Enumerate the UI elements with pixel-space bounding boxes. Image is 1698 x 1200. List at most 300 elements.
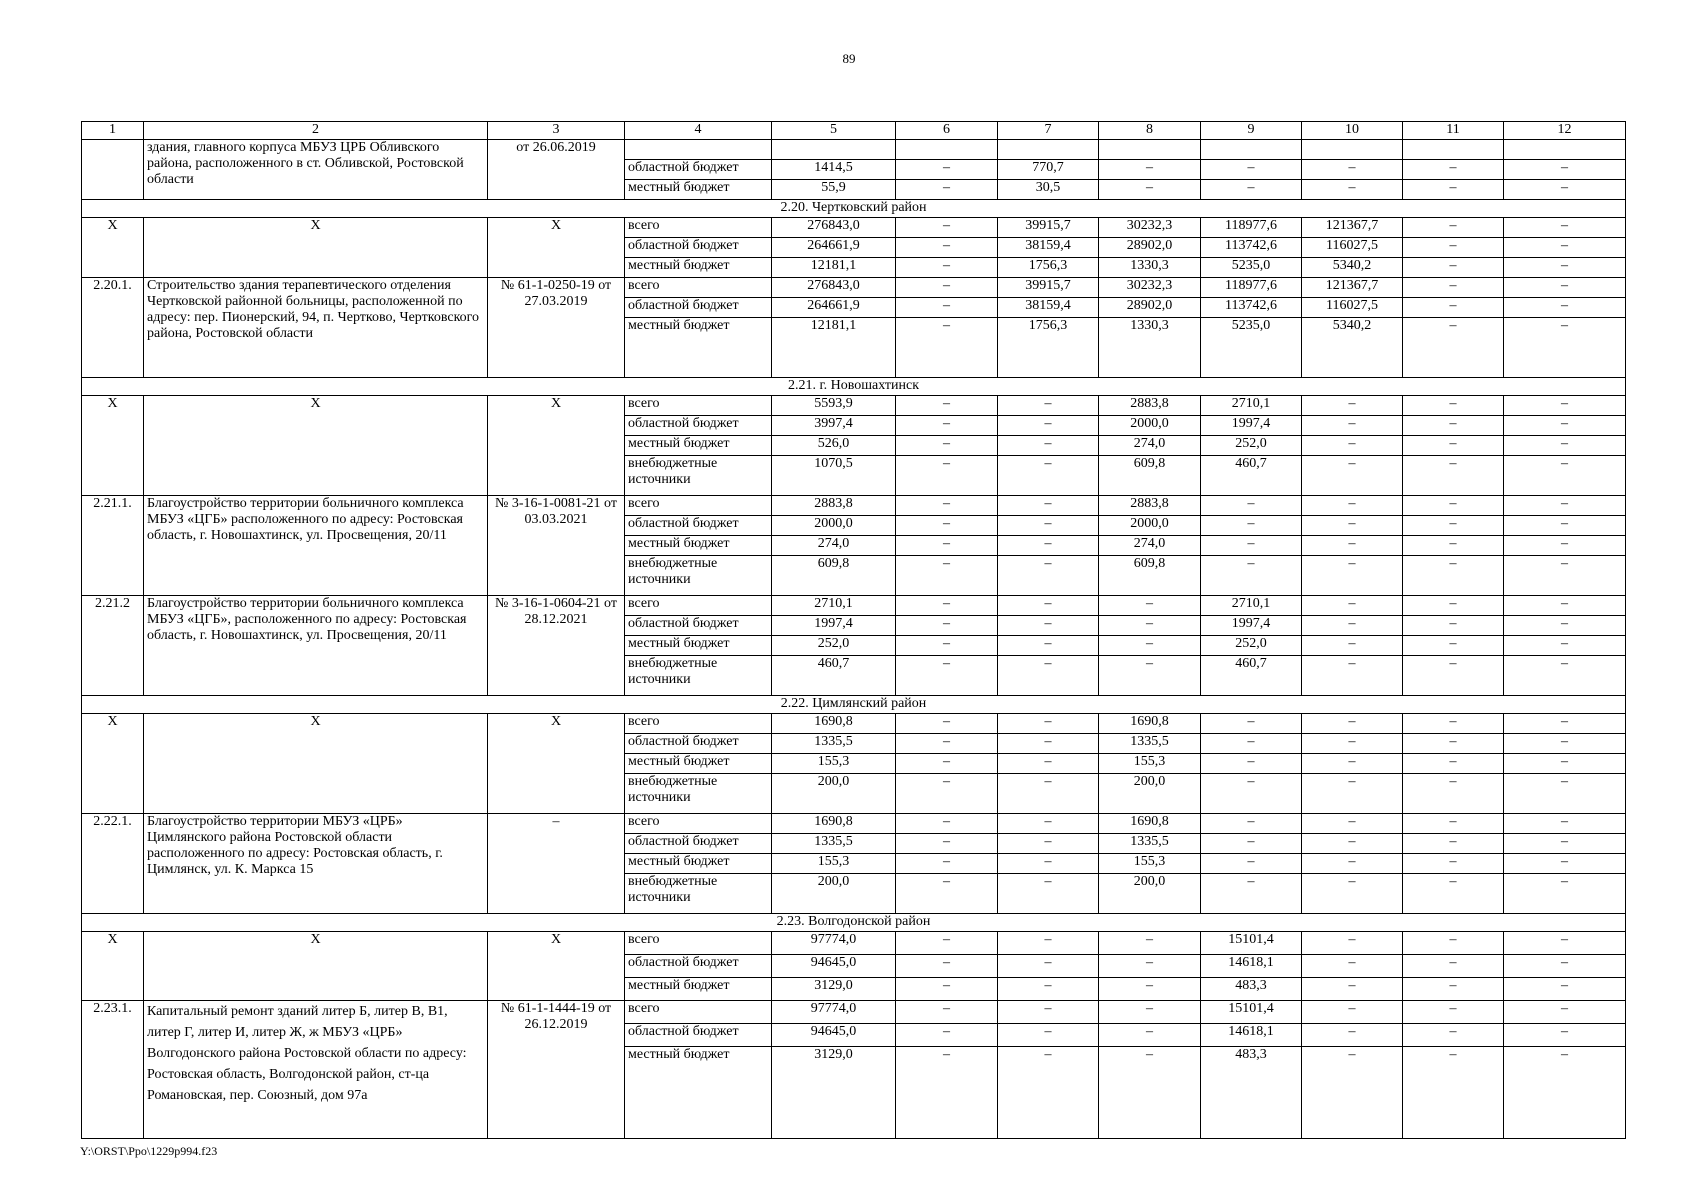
- section-row: [82, 200, 1626, 218]
- value-cell: –: [1099, 978, 1201, 1001]
- item-number-cell: X: [82, 396, 144, 496]
- section-title: 2.22. Цимлянский район: [82, 696, 1626, 714]
- value-cell: 1690,8: [1099, 714, 1201, 734]
- table-row: [82, 278, 1626, 298]
- value-cell: 609,8: [1099, 556, 1201, 596]
- value-cell: –: [1504, 1024, 1626, 1047]
- value-cell: 3129,0: [772, 978, 896, 1001]
- value-cell: –: [896, 1024, 998, 1047]
- value-cell: –: [1099, 656, 1201, 696]
- value-cell: –: [896, 854, 998, 874]
- value-cell: –: [1403, 238, 1504, 258]
- value-cell: 252,0: [1201, 436, 1302, 456]
- value-cell: –: [896, 1047, 998, 1139]
- value-cell: –: [1302, 714, 1403, 734]
- value-cell: 1335,5: [1099, 834, 1201, 854]
- item-number-cell: 2.21.1.: [82, 496, 144, 596]
- value-cell: –: [1201, 714, 1302, 734]
- column-number-cell: 6: [896, 122, 998, 140]
- value-cell: –: [1302, 834, 1403, 854]
- value-cell: –: [1099, 932, 1201, 955]
- value-cell: 2710,1: [1201, 396, 1302, 416]
- value-cell: –: [1099, 1047, 1201, 1139]
- table-row: [82, 140, 1626, 160]
- value-cell: 38159,4: [998, 238, 1099, 258]
- item-number-cell: X: [82, 932, 144, 1001]
- value-cell: 94645,0: [772, 1024, 896, 1047]
- value-cell: –: [1201, 556, 1302, 596]
- value-cell: 609,8: [772, 556, 896, 596]
- value-cell: 118977,6: [1201, 278, 1302, 298]
- table-row: [82, 714, 1626, 734]
- value-cell: –: [1302, 596, 1403, 616]
- value-cell: 1335,5: [1099, 734, 1201, 754]
- document-ref-cell: № 3-16-1-0604-21 от 28.12.2021: [488, 596, 625, 696]
- value-cell: –: [998, 874, 1099, 914]
- funding-source-cell: внебюджетные источники: [625, 774, 772, 814]
- value-cell: –: [1302, 754, 1403, 774]
- section-title: 2.23. Волгодонской район: [82, 914, 1626, 932]
- value-cell: –: [896, 636, 998, 656]
- value-cell: 2000,0: [1099, 516, 1201, 536]
- funding-source-cell: внебюджетные источники: [625, 456, 772, 496]
- funding-source-cell: местный бюджет: [625, 436, 772, 456]
- value-cell: –: [896, 456, 998, 496]
- value-cell: 12181,1: [772, 258, 896, 278]
- value-cell: 1756,3: [998, 318, 1099, 378]
- value-cell: 252,0: [1201, 636, 1302, 656]
- document-ref-cell: X: [488, 396, 625, 496]
- value-cell: 276843,0: [772, 278, 896, 298]
- value-cell: –: [1201, 734, 1302, 754]
- value-cell: 155,3: [772, 854, 896, 874]
- value-cell: 15101,4: [1201, 1001, 1302, 1024]
- value-cell: 264661,9: [772, 298, 896, 318]
- value-cell: –: [1504, 536, 1626, 556]
- value-cell: –: [998, 456, 1099, 496]
- funding-source-cell: всего: [625, 218, 772, 238]
- funding-source-cell: областной бюджет: [625, 834, 772, 854]
- value-cell: –: [998, 556, 1099, 596]
- value-cell: 155,3: [1099, 854, 1201, 874]
- value-cell: –: [998, 955, 1099, 978]
- value-cell: –: [1099, 1024, 1201, 1047]
- funding-source-cell: областной бюджет: [625, 238, 772, 258]
- value-cell: –: [896, 218, 998, 238]
- value-cell: –: [896, 616, 998, 636]
- value-cell: 30232,3: [1099, 218, 1201, 238]
- value-cell: 38159,4: [998, 298, 1099, 318]
- value-cell: 30,5: [998, 180, 1099, 200]
- table-row: [82, 396, 1626, 416]
- funding-source-cell: всего: [625, 932, 772, 955]
- value-cell: 460,7: [772, 656, 896, 696]
- document-ref-cell: № 3-16-1-0081-21 от 03.03.2021: [488, 496, 625, 596]
- value-cell: –: [1403, 1047, 1504, 1139]
- value-cell: 2883,8: [772, 496, 896, 516]
- funding-source-cell: местный бюджет: [625, 536, 772, 556]
- value-cell: –: [1302, 436, 1403, 456]
- document-ref-cell: от 26.06.2019: [488, 140, 625, 200]
- value-cell: –: [1302, 396, 1403, 416]
- item-description-cell: X: [144, 396, 488, 496]
- file-path-footer: Y:\ORST\Ppo\1229p994.f23: [80, 1144, 218, 1158]
- value-cell: 2710,1: [1201, 596, 1302, 616]
- value-cell: –: [1403, 496, 1504, 516]
- value-cell: –: [1302, 656, 1403, 696]
- value-cell: 5340,2: [1302, 318, 1403, 378]
- value-cell: 264661,9: [772, 238, 896, 258]
- value-cell: –: [1504, 318, 1626, 378]
- value-cell: –: [1504, 1001, 1626, 1024]
- value-cell: –: [1403, 754, 1504, 774]
- value-cell: –: [1201, 874, 1302, 914]
- value-cell: –: [1504, 278, 1626, 298]
- value-cell: 2710,1: [772, 596, 896, 616]
- value-cell: 3997,4: [772, 416, 896, 436]
- value-cell: –: [1403, 456, 1504, 496]
- value-cell: 1997,4: [772, 616, 896, 636]
- value-cell: 12181,1: [772, 318, 896, 378]
- value-cell: –: [998, 734, 1099, 754]
- column-number-cell: 11: [1403, 122, 1504, 140]
- value-cell: –: [1504, 180, 1626, 200]
- value-cell: 97774,0: [772, 932, 896, 955]
- document-ref-cell: № 61-1-0250-19 от 27.03.2019: [488, 278, 625, 378]
- column-number-row: [82, 122, 1626, 140]
- funding-source-cell: областной бюджет: [625, 955, 772, 978]
- item-number-cell: [82, 140, 144, 200]
- value-cell: –: [1403, 854, 1504, 874]
- value-cell: 274,0: [1099, 436, 1201, 456]
- funding-source-cell: местный бюджет: [625, 180, 772, 200]
- funding-source-cell: местный бюджет: [625, 978, 772, 1001]
- value-cell: –: [998, 496, 1099, 516]
- value-cell: –: [1201, 774, 1302, 814]
- value-cell: –: [1403, 616, 1504, 636]
- funding-source-cell: всего: [625, 596, 772, 616]
- section-row: [82, 914, 1626, 932]
- value-cell: –: [1201, 536, 1302, 556]
- value-cell: –: [998, 854, 1099, 874]
- value-cell: –: [896, 656, 998, 696]
- funding-source-cell: внебюджетные источники: [625, 656, 772, 696]
- value-cell: –: [896, 536, 998, 556]
- value-cell: –: [896, 834, 998, 854]
- value-cell: 3129,0: [772, 1047, 896, 1139]
- funding-source-cell: местный бюджет: [625, 318, 772, 378]
- value-cell: –: [1403, 160, 1504, 180]
- funding-source-cell: [625, 140, 772, 160]
- value-cell: –: [1504, 734, 1626, 754]
- value-cell: –: [1302, 932, 1403, 955]
- value-cell: –: [1504, 1047, 1626, 1139]
- value-cell: –: [1504, 754, 1626, 774]
- value-cell: –: [1099, 596, 1201, 616]
- value-cell: 1997,4: [1201, 416, 1302, 436]
- table-row: [82, 932, 1626, 955]
- funding-source-cell: областной бюджет: [625, 616, 772, 636]
- value-cell: 155,3: [1099, 754, 1201, 774]
- value-cell: –: [1302, 160, 1403, 180]
- value-cell: –: [896, 955, 998, 978]
- value-cell: 1690,8: [772, 714, 896, 734]
- value-cell: –: [1504, 932, 1626, 955]
- budget-table: [81, 121, 1626, 1139]
- value-cell: 39915,7: [998, 278, 1099, 298]
- section-title: 2.21. г. Новошахтинск: [82, 378, 1626, 396]
- value-cell: 1756,3: [998, 258, 1099, 278]
- funding-source-cell: областной бюджет: [625, 160, 772, 180]
- value-cell: –: [1201, 160, 1302, 180]
- value-cell: 113742,6: [1201, 298, 1302, 318]
- value-cell: –: [1504, 596, 1626, 616]
- value-cell: 121367,7: [1302, 218, 1403, 238]
- value-cell: –: [1403, 298, 1504, 318]
- value-cell: –: [1302, 1001, 1403, 1024]
- value-cell: –: [1504, 238, 1626, 258]
- value-cell: –: [896, 416, 998, 436]
- value-cell: –: [1302, 416, 1403, 436]
- funding-source-cell: областной бюджет: [625, 416, 772, 436]
- funding-source-cell: всего: [625, 396, 772, 416]
- item-number-cell: 2.20.1.: [82, 278, 144, 378]
- value-cell: 2000,0: [1099, 416, 1201, 436]
- column-number-cell: 7: [998, 122, 1099, 140]
- value-cell: –: [998, 596, 1099, 616]
- value-cell: –: [1504, 636, 1626, 656]
- value-cell: –: [998, 416, 1099, 436]
- value-cell: –: [998, 754, 1099, 774]
- value-cell: –: [998, 516, 1099, 536]
- item-description-cell: Благоустройство территории МБУЗ «ЦРБ» Цимлянского района Ростовской области расположенного по адресу: Ростовская область, г. Цимлянск, ул. К. Маркса 15: [144, 814, 488, 914]
- value-cell: 1690,8: [772, 814, 896, 834]
- item-description-cell: здания, главного корпуса МБУЗ ЦРБ Обливского района, расположенного в ст. Обливской, Ростовской области: [144, 140, 488, 200]
- funding-source-cell: всего: [625, 496, 772, 516]
- item-number-cell: X: [82, 218, 144, 278]
- value-cell: –: [1099, 180, 1201, 200]
- value-cell: –: [896, 496, 998, 516]
- column-number-cell: 2: [144, 122, 488, 140]
- value-cell: –: [1403, 978, 1504, 1001]
- value-cell: –: [1403, 516, 1504, 536]
- value-cell: 274,0: [1099, 536, 1201, 556]
- funding-source-cell: местный бюджет: [625, 258, 772, 278]
- value-cell: –: [1403, 596, 1504, 616]
- value-cell: –: [1403, 874, 1504, 914]
- value-cell: 1070,5: [772, 456, 896, 496]
- value-cell: –: [998, 536, 1099, 556]
- value-cell: –: [1302, 636, 1403, 656]
- value-cell: 116027,5: [1302, 238, 1403, 258]
- value-cell: –: [896, 180, 998, 200]
- value-cell: 252,0: [772, 636, 896, 656]
- value-cell: –: [998, 978, 1099, 1001]
- value-cell: –: [1302, 774, 1403, 814]
- value-cell: 5593,9: [772, 396, 896, 416]
- value-cell: 1690,8: [1099, 814, 1201, 834]
- item-description-cell: X: [144, 218, 488, 278]
- value-cell: –: [1504, 616, 1626, 636]
- value-cell: –: [1201, 516, 1302, 536]
- value-cell: 55,9: [772, 180, 896, 200]
- funding-source-cell: местный бюджет: [625, 754, 772, 774]
- value-cell: –: [1302, 1024, 1403, 1047]
- item-number-cell: X: [82, 714, 144, 814]
- value-cell: 94645,0: [772, 955, 896, 978]
- funding-source-cell: местный бюджет: [625, 854, 772, 874]
- value-cell: –: [896, 1001, 998, 1024]
- value-cell: –: [1403, 396, 1504, 416]
- value-cell: 30232,3: [1099, 278, 1201, 298]
- document-ref-cell: X: [488, 714, 625, 814]
- value-cell: 1335,5: [772, 834, 896, 854]
- funding-source-cell: всего: [625, 714, 772, 734]
- section-row: [82, 378, 1626, 396]
- value-cell: –: [1403, 814, 1504, 834]
- value-cell: –: [896, 596, 998, 616]
- value-cell: –: [998, 1047, 1099, 1139]
- value-cell: –: [1201, 496, 1302, 516]
- value-cell: 97774,0: [772, 1001, 896, 1024]
- value-cell: 460,7: [1201, 456, 1302, 496]
- value-cell: –: [1302, 616, 1403, 636]
- value-cell: –: [1201, 754, 1302, 774]
- item-description-cell: Благоустройство территории больничного комплекса МБУЗ «ЦГБ» расположенного по адресу: Ростовская область, г. Новошахтинск, ул. Просвещения, 20/11: [144, 496, 488, 596]
- value-cell: –: [896, 754, 998, 774]
- value-cell: 28902,0: [1099, 238, 1201, 258]
- value-cell: –: [1403, 436, 1504, 456]
- value-cell: 276843,0: [772, 218, 896, 238]
- value-cell: –: [896, 258, 998, 278]
- value-cell: –: [896, 160, 998, 180]
- value-cell: 5340,2: [1302, 258, 1403, 278]
- funding-source-cell: областной бюджет: [625, 734, 772, 754]
- value-cell: –: [1504, 496, 1626, 516]
- funding-source-cell: местный бюджет: [625, 636, 772, 656]
- value-cell: –: [1504, 556, 1626, 596]
- value-cell: –: [1403, 955, 1504, 978]
- value-cell: 200,0: [1099, 874, 1201, 914]
- value-cell: –: [998, 714, 1099, 734]
- value-cell: –: [1403, 636, 1504, 656]
- value-cell: 200,0: [1099, 774, 1201, 814]
- value-cell: –: [896, 298, 998, 318]
- value-cell: –: [1504, 298, 1626, 318]
- value-cell: 770,7: [998, 160, 1099, 180]
- funding-source-cell: областной бюджет: [625, 1024, 772, 1047]
- item-description-cell: X: [144, 932, 488, 1001]
- value-cell: –: [1403, 318, 1504, 378]
- value-cell: –: [1302, 955, 1403, 978]
- value-cell: 200,0: [772, 874, 896, 914]
- funding-source-cell: областной бюджет: [625, 516, 772, 536]
- value-cell: –: [1403, 1001, 1504, 1024]
- value-cell: [1201, 140, 1302, 160]
- value-cell: [1504, 140, 1626, 160]
- column-number-cell: 12: [1504, 122, 1626, 140]
- value-cell: –: [1403, 416, 1504, 436]
- value-cell: 1330,3: [1099, 318, 1201, 378]
- value-cell: –: [1403, 536, 1504, 556]
- value-cell: –: [1504, 874, 1626, 914]
- value-cell: –: [1099, 616, 1201, 636]
- value-cell: –: [1302, 874, 1403, 914]
- value-cell: –: [1504, 516, 1626, 536]
- value-cell: –: [1302, 734, 1403, 754]
- value-cell: –: [998, 834, 1099, 854]
- value-cell: –: [1302, 854, 1403, 874]
- value-cell: 483,3: [1201, 1047, 1302, 1139]
- item-description-cell: X: [144, 714, 488, 814]
- value-cell: –: [1201, 834, 1302, 854]
- value-cell: 118977,6: [1201, 218, 1302, 238]
- value-cell: 526,0: [772, 436, 896, 456]
- value-cell: –: [896, 436, 998, 456]
- item-number-cell: 2.23.1.: [82, 1001, 144, 1139]
- value-cell: [998, 140, 1099, 160]
- value-cell: –: [1504, 456, 1626, 496]
- item-description-cell: Капитальный ремонт зданий литер Б, литер В, В1, литер Г, литер И, литер Ж, ж МБУЗ «ЦРБ» Волгодонского района Ростовской области по адресу: Ростовская область, Волгодонской район, ст-ца Романовская, пер. Союзный, дом 97а: [144, 1001, 488, 1139]
- value-cell: –: [998, 932, 1099, 955]
- value-cell: 113742,6: [1201, 238, 1302, 258]
- value-cell: 5235,0: [1201, 258, 1302, 278]
- document-ref-cell: –: [488, 814, 625, 914]
- value-cell: 1330,3: [1099, 258, 1201, 278]
- value-cell: –: [1504, 955, 1626, 978]
- value-cell: –: [1504, 814, 1626, 834]
- value-cell: 1414,5: [772, 160, 896, 180]
- column-number-cell: 4: [625, 122, 772, 140]
- value-cell: –: [1504, 436, 1626, 456]
- value-cell: –: [1504, 978, 1626, 1001]
- value-cell: –: [896, 238, 998, 258]
- value-cell: –: [1099, 160, 1201, 180]
- value-cell: –: [1504, 160, 1626, 180]
- value-cell: 5235,0: [1201, 318, 1302, 378]
- value-cell: –: [998, 1001, 1099, 1024]
- value-cell: –: [896, 556, 998, 596]
- item-description-cell: Благоустройство территории больничного комплекса МБУЗ «ЦГБ», расположенного по адресу: Ростовская область, г. Новошахтинск, ул. Просвещения, 20/11: [144, 596, 488, 696]
- value-cell: [896, 140, 998, 160]
- item-number-cell: 2.21.2: [82, 596, 144, 696]
- value-cell: –: [1504, 416, 1626, 436]
- value-cell: –: [1403, 656, 1504, 696]
- value-cell: –: [896, 774, 998, 814]
- value-cell: –: [998, 396, 1099, 416]
- value-cell: –: [1403, 218, 1504, 238]
- value-cell: –: [1201, 180, 1302, 200]
- value-cell: –: [998, 774, 1099, 814]
- value-cell: –: [1201, 854, 1302, 874]
- value-cell: –: [1302, 456, 1403, 496]
- value-cell: –: [1504, 656, 1626, 696]
- value-cell: –: [1403, 556, 1504, 596]
- value-cell: 28902,0: [1099, 298, 1201, 318]
- value-cell: –: [1403, 258, 1504, 278]
- value-cell: –: [1201, 814, 1302, 834]
- value-cell: –: [1504, 774, 1626, 814]
- value-cell: 14618,1: [1201, 1024, 1302, 1047]
- item-number-cell: 2.22.1.: [82, 814, 144, 914]
- table-row: [82, 814, 1626, 834]
- value-cell: [772, 140, 896, 160]
- page-number: 89: [842, 51, 856, 66]
- value-cell: –: [998, 1024, 1099, 1047]
- value-cell: –: [1403, 714, 1504, 734]
- value-cell: –: [1302, 180, 1403, 200]
- value-cell: –: [896, 516, 998, 536]
